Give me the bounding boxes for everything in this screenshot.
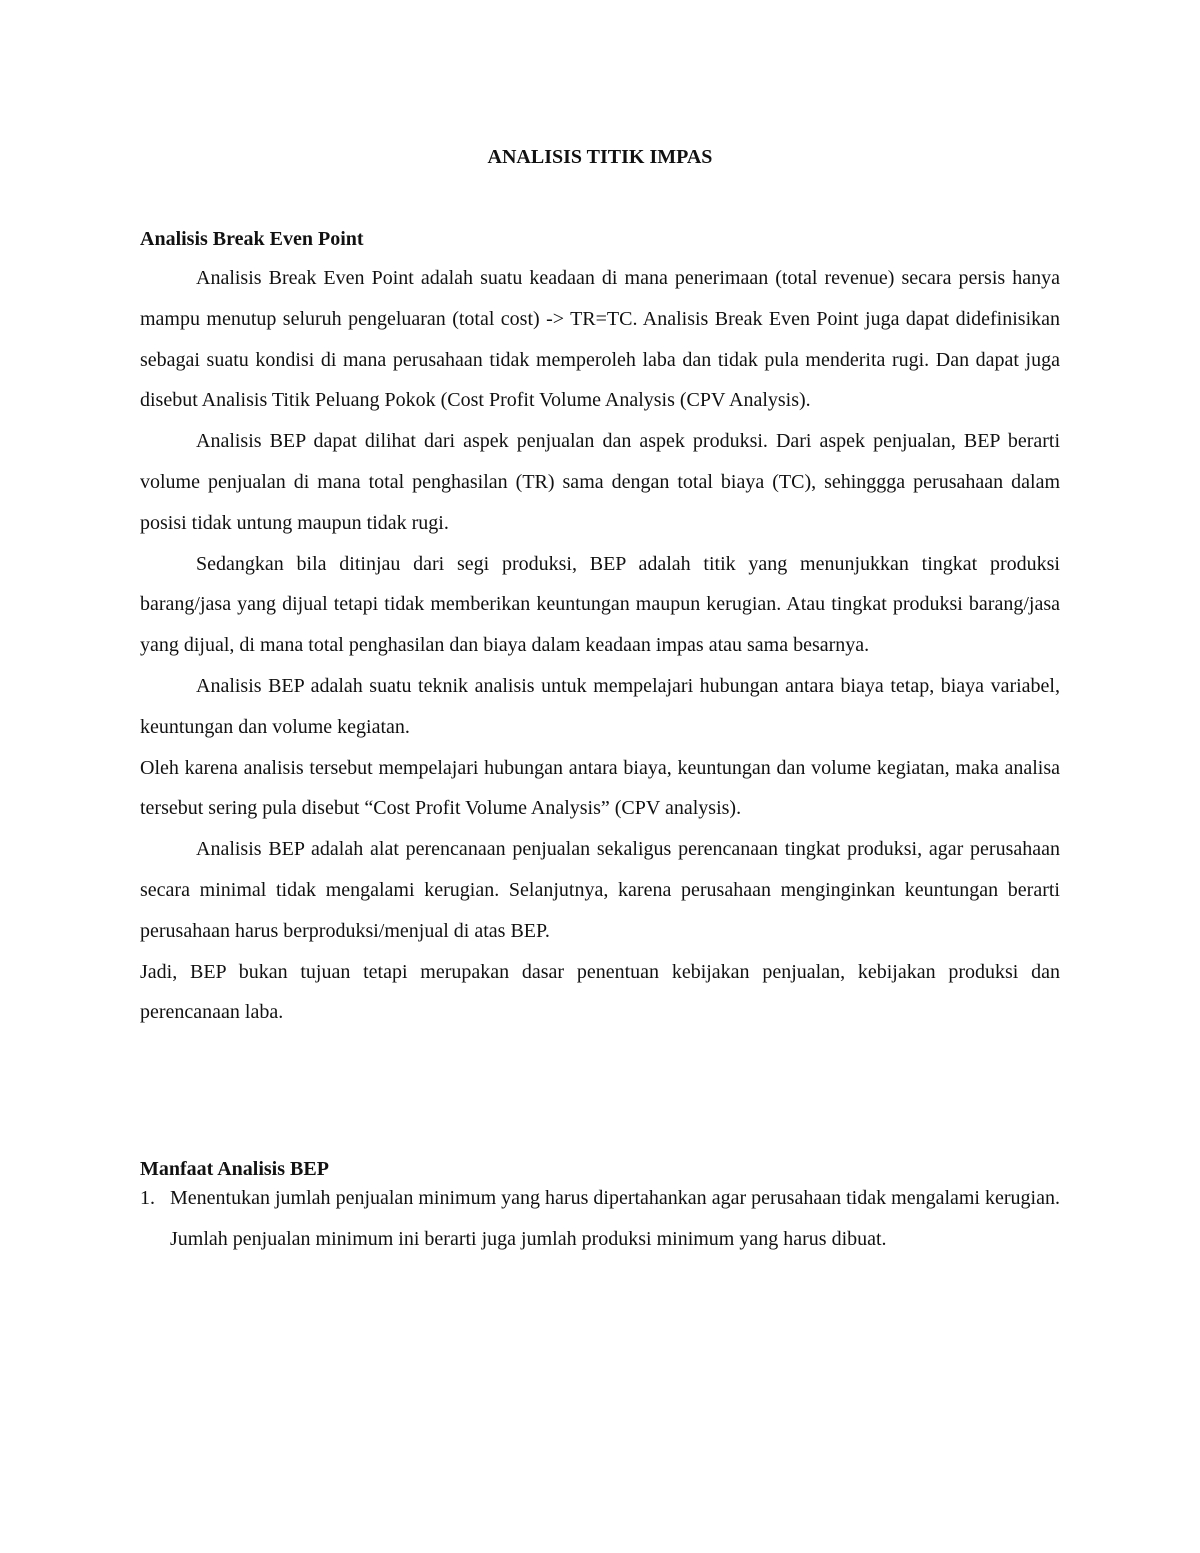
paragraph: Analisis Break Even Point adalah suatu keadaan di mana penerimaan (total revenue) secara persis hanya mampu menutup seluruh pengeluaran (total cost) -> TR=TC. Analisis Break Even Point juga dapat didefinisikan sebagai suatu kondisi di mana perusahaan tidak memperoleh laba dan tidak pula menderita rugi. Dan dapat juga disebut Analisis Titik Peluang Pokok (Cost Profit Volume Analysis (CPV Analysis). <box>140 267 1060 412</box>
section-heading-manfaat: Manfaat Analisis BEP <box>140 1158 329 1180</box>
document-title: ANALISIS TITIK IMPAS <box>487 146 713 168</box>
paragraph: Oleh karena analisis tersebut mempelajari hubungan antara biaya, keuntungan dan volume kegiatan, maka analisa tersebut sering pula disebut “Cost Profit Volume Analysis” (CPV analysis). <box>140 756 1060 820</box>
paragraph: Analisis BEP adalah alat perencanaan penjualan sekaligus perencanaan tingkat produksi, agar perusahaan secara minimal tidak mengalami kerugian. Selanjutnya, karena perusahaan menginginkan keuntungan berarti perusahaan harus berproduksi/menjual di atas BEP. <box>140 838 1060 942</box>
paragraph: Jadi, BEP bukan tujuan tetapi merupakan dasar penentuan kebijakan penjualan, kebijakan produksi dan perencanaan laba. <box>140 960 1060 1024</box>
list-item <box>140 1178 1060 1260</box>
paragraph: Sedangkan bila ditinjau dari segi produksi, BEP adalah titik yang menunjukkan tingkat produksi barang/jasa yang dijual tetapi tidak memberikan keuntungan maupun kerugian. Atau tingkat produksi barang/jasa yang dijual, di mana total penghasilan dan biaya dalam keadaan impas atau sama besarnya. <box>140 552 1060 657</box>
paragraph: Analisis BEP dapat dilihat dari aspek penjualan dan aspek produksi. Dari aspek penjualan, BEP berarti volume penjualan di mana total penghasilan (TR) sama dengan total biaya (TC), sehinggga perusahaan dalam posisi tidak untung maupun tidak rugi. <box>140 430 1060 534</box>
section-heading-break-even-point: Analisis Break Even Point <box>140 228 364 250</box>
benefits-list <box>140 1178 1060 1260</box>
list-item-text: Menentukan jumlah penjualan minimum yang harus dipertahankan agar perusahaan tidak mengalami kerugian. Jumlah penjualan minimum ini berarti juga jumlah produksi minimum yang harus dibuat. <box>170 1187 1060 1250</box>
section-body-break-even-point <box>140 258 1060 1033</box>
paragraph: Analisis BEP adalah suatu teknik analisis untuk mempelajari hubungan antara biaya tetap, biaya variabel, keuntungan dan volume kegiatan. <box>140 674 1060 738</box>
list-item-number: 1. <box>140 1187 155 1209</box>
